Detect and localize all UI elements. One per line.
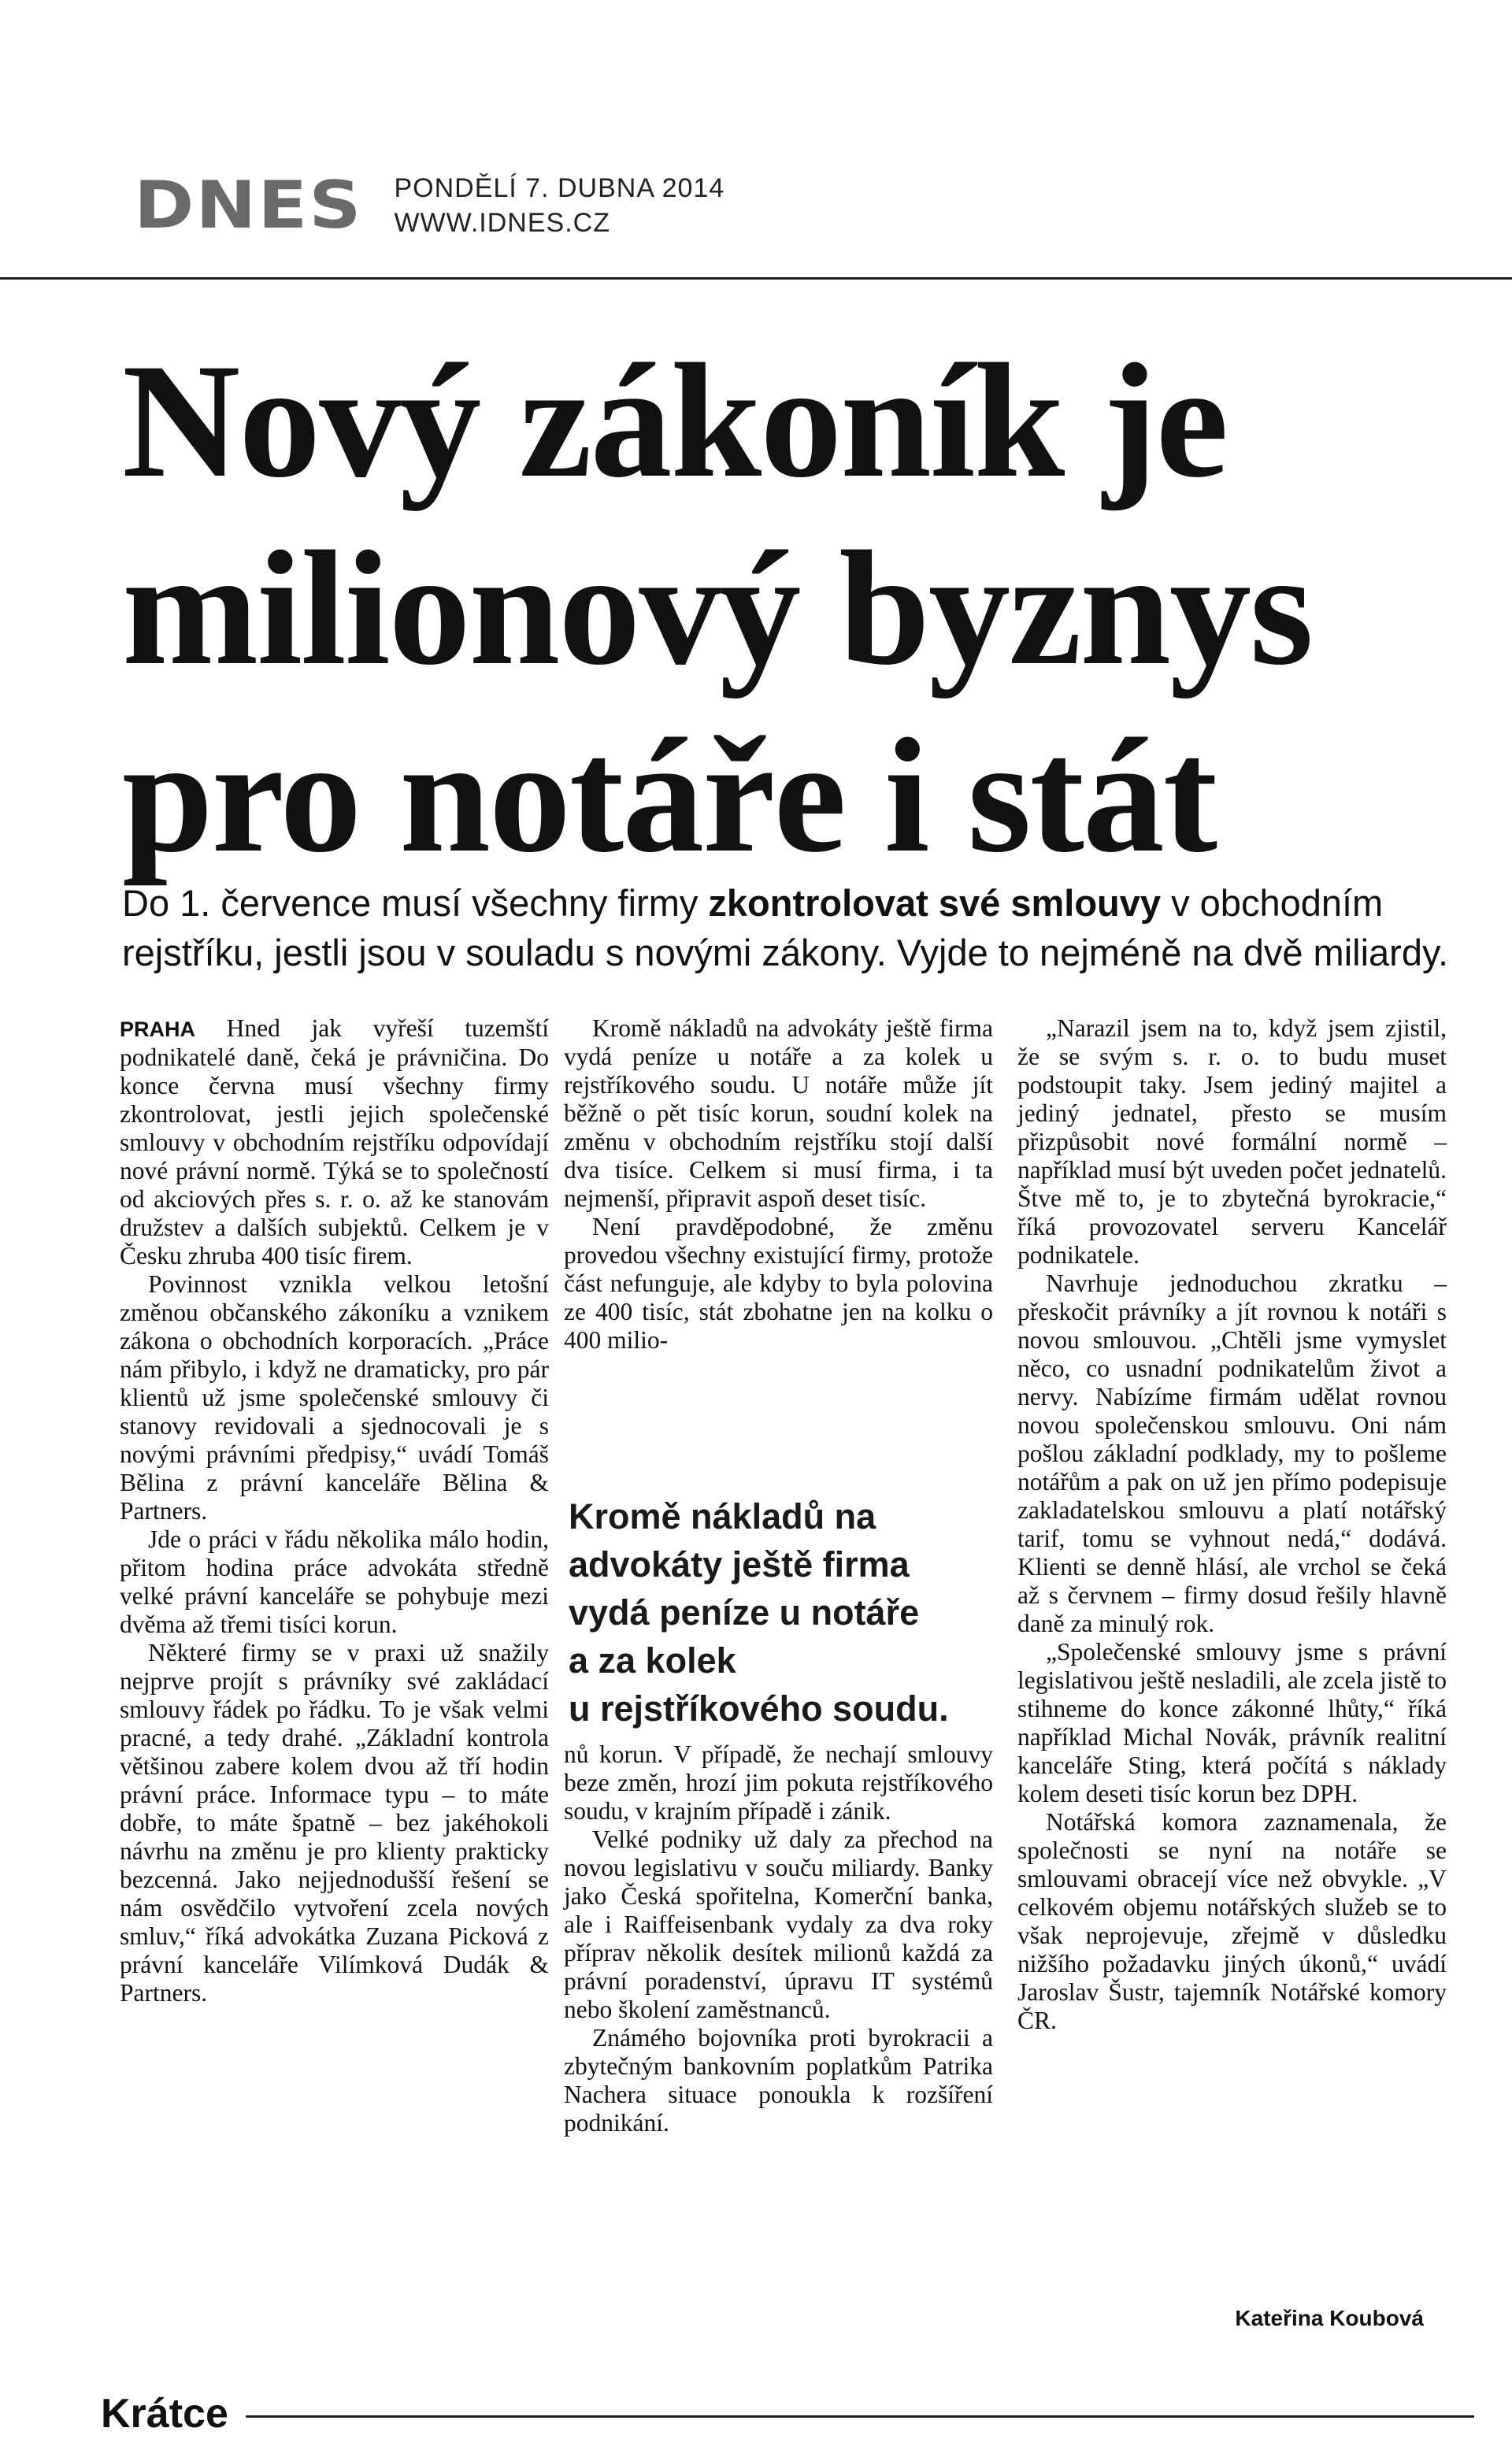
section-rule [246,2415,1474,2418]
paragraph: Kromě nákladů na advokáty ještě firma vydá peníze u notáře a za kolek u rejstříkového soudu. U notáře může jít běžně o pět tisíc korun, soudní kolek na změnu v obchodním rejstříku stojí další dva tisíce. Celkem si musí firma, i ta nejmenší, připravit aspoň deset tisíc. [564,1014,993,1212]
paragraph: Některé firmy se v praxi už snažily nejprve projít s právníky své zakládací smlouvy řádek po řádku. To je však velmi pracné, a tedy drahé. „Základní kontrola většinou zabere kolem dvou až tří hodin právní práce. Informace typu – to máte dobře, to máte špatně – bez jakéhokoli návrhu na změnu je pro klienty prakticky bezcenná. Jako nejjednodušší řešení se nám osvědčilo vytvoření zcela nových smluv,“ říká advokátka Zuzana Picková z právní kanceláře Vilímková Dudák & Partners. [120,1639,549,2007]
issue-date: PONDĚLÍ 7. DUBNA 2014 [394,172,725,203]
deck-emphasis: zkontrolovat své smlouvy [708,882,1162,924]
pullquote [569,1492,994,1733]
masthead-rule [0,277,1512,280]
deck-text: v obchodním rejstříku, jestli jsou v souladu s novými zákony. Vyjde to nejméně na dvě miliardy. [122,882,1449,973]
article-headline [122,327,1461,889]
section-label: Krátce [101,2391,228,2437]
paragraph: Povinnost vznikla velkou letošní změnou občanského zákoníku a vznikem zákona o obchodních korporacích. „Práce nám přibylo, i když ne dramaticky, pro pár klientů už jsme společenské smlouvy či stanovy revidovali a sjednocovali je s novými právními předpisy,“ uvádí Tomáš Bělina z právní kanceláře Bělina & Partners. [120,1270,549,1525]
pullquote-line: u rejstříkového soudu. [569,1688,949,1729]
paragraph: „Společenské smlouvy jsme s právní legislativou ještě nesladili, ale zcela jistě to stihneme do konce zákonné lhůty,“ říká například Michal Novák, právník realitní kanceláře Sting, která počítá s náklady kolem deseti tisíc korun bez DPH. [1017,1638,1447,1807]
article-column-1 [120,1014,549,2007]
newspaper-logo: DNES [134,167,363,243]
paragraph: Notářská komora zaznamenala, že společnosti se nyní na notáře se smlouvami obracejí více než obvykle. „V celkovém objemu notářských služeb se to však neprojevuje, zřejmě v důsledku nižšího požadavku jiných úkonů,“ uvádí Jaroslav Šustr, tajemník Notářské komory ČR. [1017,1808,1447,2034]
article-column-3 [1017,1014,1447,2035]
paragraph: Velké podniky už daly za přechod na novou legislativu v souču miliardy. Banky jako Česká spořitelna, Komerční banka, ale i Raiffeisenbank vydaly za dva roky příprav několik desítek milionů každá za právní poradenství, úpravu IT systémů nebo školení zaměstnanců. [564,1825,993,2023]
paragraph [120,1014,549,1270]
masthead [134,169,724,242]
paragraph: Není pravděpodobné, že změnu provedou všechny existující firmy, protože část nefunguje, ale kdyby to byla polovina ze 400 tisíc, stát zbohatne jen na kolku o 400 milio- [564,1213,993,1354]
pullquote-line: advokáty ještě firma [569,1544,910,1585]
article-deck [122,878,1461,977]
paragraph: „Narazil jsem na to, když jsem zjistil, že se svým s. r. o. to budu muset podstoupit taky. Jsem jediný majitel a jediný jednatel, přesto se musím přizpůsobit nové formální normě – například musí být uveden počet jednatelů. Štve mě to, je to zbytečná byrokracie,“ říká provozovatel serveru Kancelář podnikatele. [1017,1014,1447,1269]
section-footer [101,2390,1474,2437]
pullquote-line: vydá peníze u notáře [569,1592,920,1633]
paragraph: Navrhuje jednoduchou zkratku – přeskočit právníky a jít rovnou k notáři s novou smlouvou. „Chtěli jsme vymyslet něco, co usnadní podnikatelům život a nervy. Nabízíme firmám udělat rovnou novou společenskou smlouvu. Oni nám pošlou základní podklady, my to pošleme notářům a pak on už jen přímo podepisuje zakladatelskou smlouvu a platí notářský tarif, tomu se vyhnout nedá,“ dodává. Klienti se denně hlásí, ale vrchol se čeká až s červnem – firmy dosud řešily hlavně daně za minulý rok. [1017,1269,1447,1637]
author-byline: Kateřina Koubová [1235,2306,1424,2330]
dateline [394,171,724,240]
paragraph: nů korun. V případě, že nechají smlouvy beze změn, hrozí jim pokuta rejstříkového soudu, v krajním případě i zánik. [564,1740,993,1825]
pullquote-line: Kromě nákladů na [569,1496,876,1536]
website-url: WWW.IDNES.CZ [394,208,610,238]
headline-line: Nový zákoník je [122,330,1227,511]
headline-line: pro notáře i stát [122,705,1217,886]
paragraph: Jde o práci v řádu několika málo hodin, přitom hodina práce advokáta středně velké právní kanceláře se pohybuje mezi dvěma až třemi tisíci korun. [120,1525,549,1638]
dateline-place: PRAHA [120,1017,196,1041]
headline-line: milionový byznys [122,517,1312,699]
paragraph-text: Hned jak vyřeší tuzemští podnikatelé daně, čeká je právničina. Do konce června musí všechny firmy zkontrolovat, jestli jejich společenské smlouvy v obchodním rejstříku odpovídají nové právní normě. Týká se to společností od akciových přes s. r. o. až ke stanovám družstev a dalších subjektů. Celkem je v Česku zhruba 400 tisíc firem. [120,1014,549,1269]
pullquote-line: a za kolek [569,1640,736,1681]
paragraph: Známého bojovníka proti byrokracii a zbytečným bankovním poplatkům Patrika Nachera situace ponoukla k rozšíření podnikání. [564,2024,993,2137]
deck-text: Do 1. července musí všechny firmy [122,882,709,924]
